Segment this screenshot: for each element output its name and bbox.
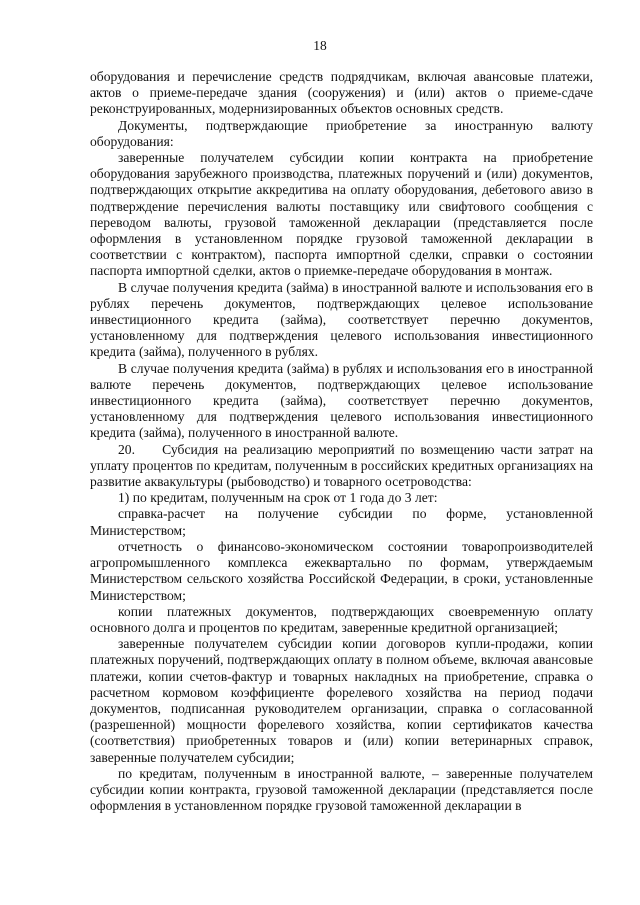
paragraph: оборудования и перечисление средств подрядчикам, включая авансовые платежи, актов о приеме-передаче здания (сооружения) и (или) актов о приеме-сдаче реконструированных, модернизированных объектов основных средств. [90, 69, 593, 117]
paragraph: В случае получения кредита (займа) в иностранной валюте и использования его в рублях перечень документов, подтверждающих целевое использование инвестиционного кредита (займа), соответствует перечню документов, установленному для подтверждения целевого использования инвестиционного кредита (займа), полученного в рублях. [90, 279, 593, 360]
paragraph: 20. Субсидия на реализацию мероприятий по возмещению части затрат на уплату процентов по кредитам, полученным в российских кредитных организациях на развитие аквакультуры (рыбоводство) и товарного осетроводства: [90, 441, 593, 490]
paragraph: справка-расчет на получение субсидии по форме, установленной Министерством; [90, 506, 593, 538]
paragraph: Документы, подтверждающие приобретение за иностранную валюту оборудования: [90, 117, 593, 149]
paragraph: копии платежных документов, подтверждающих своевременную оплату основного долга и процентов по кредитам, заверенные кредитной организацией; [90, 603, 593, 635]
paragraph: заверенные получателем субсидии копии контракта на приобретение оборудования зарубежного производства, платежных поручений и (или) документов, подтверждающих открытие аккредитива на оплату оборудования, дебетового авизо в подтверждение перечисления валюты поставщику или свифтового сообщения с переводом валюты, грузовой таможенной декларации (представляется после оформления в установленном порядке грузовой таможенной декларации в соответствии с контрактом), паспорта импортной сделки, справки о состоянии паспорта импортной сделки, актов о приемке-передаче оборудования в монтаж. [90, 150, 593, 279]
paragraph: заверенные получателем субсидии копии договоров купли-продажи, копии платежных поручений, подтверждающих оплату в полном объеме, включая авансовые платежи, копии счетов-фактур и товарных накладных на приобретение, справка о расчетном кормовом коэффициенте форелевого хозяйства на период подачи документов, подписанная руководителем организации, справка о согласованной (разрешенной) мощности форелевого хозяйства, копии сертификатов качества (соответствия) приобретенных товаров и (или) копии ветеринарных справок, заверенные получателем субсидии; [90, 636, 593, 765]
paragraph: по кредитам, полученным в иностранной валюте, – заверенные получателем субсидии копии контракта, грузовой таможенной декларации (представляется после оформления в установленном порядке грузовой таможенной декларации в [90, 765, 593, 814]
document-body [90, 69, 593, 814]
page-number: 18 [313, 38, 327, 53]
paragraph: 1) по кредитам, полученным на срок от 1 года до 3 лет: [118, 490, 438, 506]
paragraph: отчетность о финансово-экономическом состоянии товаропроизводителей агропромышленного комплекса ежеквартально по формам, утверждаемым Министерством сельского хозяйства Российской Федерации, в сроки, установленные Министерством; [90, 538, 593, 603]
paragraph: В случае получения кредита (займа) в рублях и использования его в иностранной валюте перечень документов, подтверждающих целевое использование инвестиционного кредита (займа), соответствует перечню документов, установленному для подтверждения целевого использования инвестиционного кредита (займа), полученного в иностранной валюте. [90, 360, 593, 441]
